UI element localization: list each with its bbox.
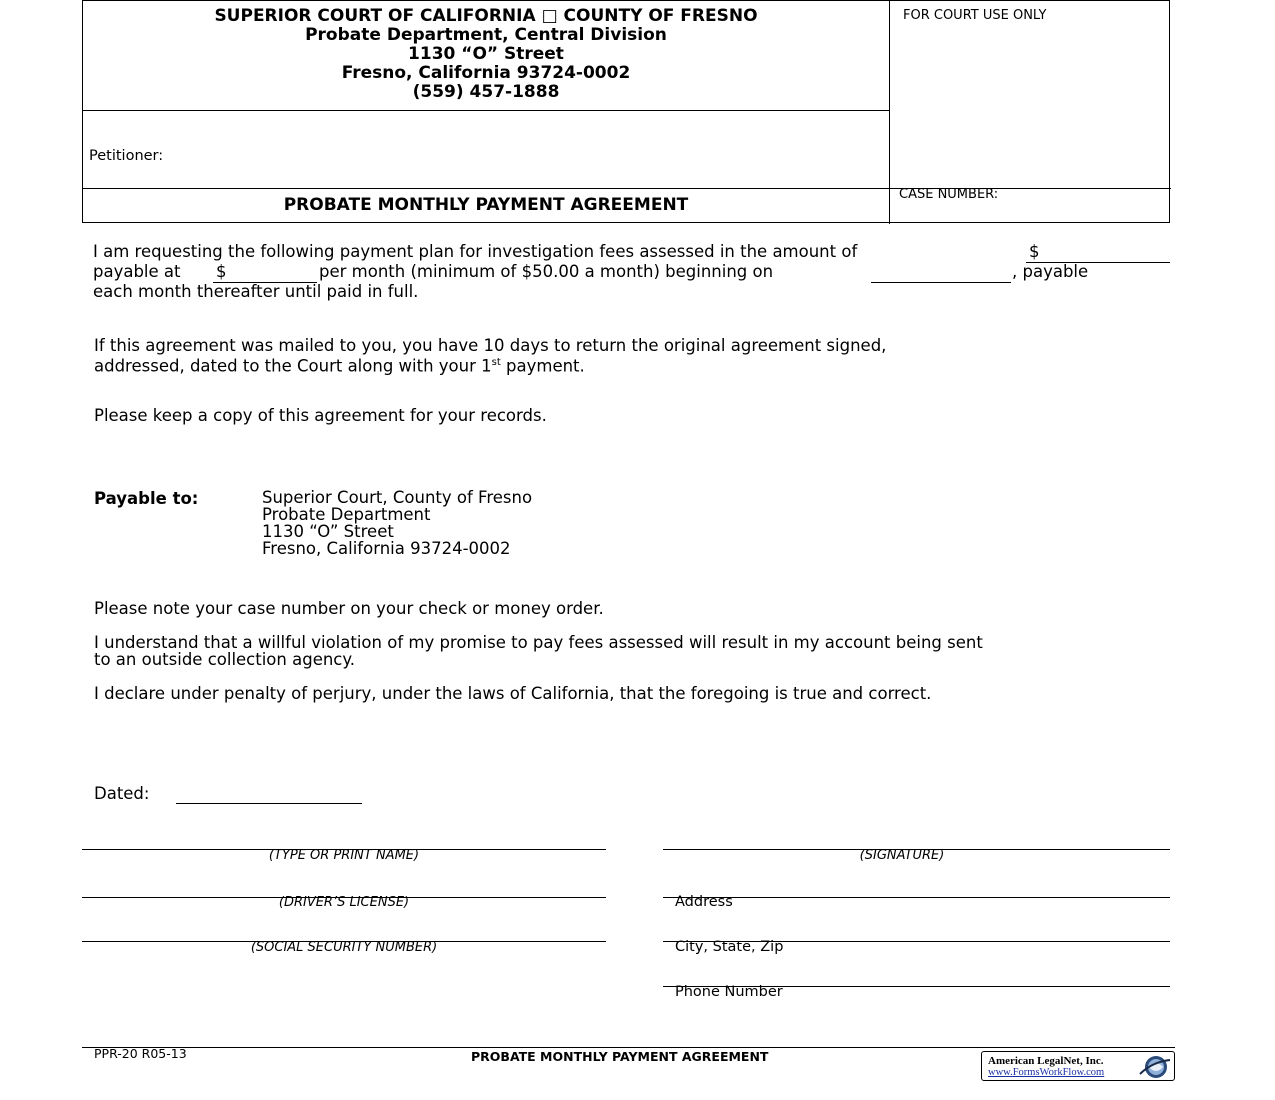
court-name-block (83, 7, 889, 102)
mailed-text: addressed, dated to the Court along with your 1st payment. (94, 356, 585, 376)
caption-rule (83, 188, 1171, 189)
request-text: , payable (1012, 262, 1089, 281)
case-number-field[interactable] (899, 201, 1159, 221)
city-state-zip-field[interactable] (663, 941, 1170, 942)
mailed-text: If this agreement was mailed to you, you have 10 days to return the original agreement signed, (94, 336, 887, 355)
payable-to-label: Payable to: (94, 489, 199, 508)
dated-field[interactable] (176, 803, 362, 804)
petitioner-field[interactable] (233, 131, 873, 171)
drivers-license-label: (DRIVER’S LICENSE) (278, 895, 410, 910)
request-text: payable at (93, 262, 181, 281)
ssn-label: (SOCIAL SECURITY NUMBER) (250, 940, 438, 955)
understand-text: I understand that a willful violation of my promise to pay fees assessed will result in my account being sent (94, 633, 983, 652)
understand-text: to an outside collection agency. (94, 650, 356, 669)
note-case-text: Please note your case number on your check or money order. (94, 599, 604, 618)
city-state-zip-label: City, State, Zip (675, 939, 784, 955)
court-line: SUPERIOR COURT OF CALIFORNIA □ COUNTY OF FRESNO (214, 6, 758, 26)
footer-rule (82, 1047, 1175, 1048)
dollar-sign: $ (216, 262, 227, 281)
address-field[interactable] (663, 897, 1170, 898)
form-code: PPR-20 R05-13 (94, 1046, 187, 1061)
caption-box (82, 0, 1170, 223)
caption-rule (83, 110, 889, 111)
caption-divider (889, 1, 890, 224)
address-line: Probate Department (262, 505, 431, 524)
dollar-sign: $ (1029, 242, 1040, 261)
petitioner-label: Petitioner: (89, 148, 164, 164)
logo-badge (981, 1051, 1175, 1081)
court-line: Fresno, California 93724-0002 (341, 63, 631, 83)
globe-icon (1138, 1054, 1172, 1080)
print-name-label: (TYPE OR PRINT NAME) (268, 848, 420, 863)
for-court-use-label: FOR COURT USE ONLY (903, 8, 1047, 23)
request-text: each month thereafter until paid in full. (93, 282, 419, 301)
logo-company: American LegalNet, Inc. (988, 1055, 1104, 1067)
case-number-label: CASE NUMBER: (899, 187, 999, 202)
address-line: Superior Court, County of Fresno (262, 488, 533, 507)
phone-label: Phone Number (675, 984, 783, 1000)
keep-copy-text: Please keep a copy of this agreement for your records. (94, 406, 547, 425)
payable-to-address (262, 489, 532, 557)
court-line: 1130 “O” Street (408, 44, 564, 64)
address-line: 1130 “O” Street (262, 522, 394, 541)
superscript: st (491, 357, 501, 368)
declare-text: I declare under penalty of perjury, under the laws of California, that the foregoing is true and correct. (94, 684, 932, 703)
court-line: (559) 457-1888 (412, 82, 560, 102)
address-line: Fresno, California 93724-0002 (262, 539, 511, 558)
dated-label: Dated: (94, 784, 150, 803)
request-text: per month (minimum of $50.00 a month) beginning on (319, 262, 774, 281)
signature-label: (SIGNATURE) (859, 848, 945, 863)
form-title: PROBATE MONTHLY PAYMENT AGREEMENT (283, 195, 689, 215)
court-line: Probate Department, Central Division (305, 25, 667, 45)
address-label: Address (675, 894, 733, 910)
footer-title: PROBATE MONTHLY PAYMENT AGREEMENT (471, 1049, 769, 1064)
phone-field[interactable] (663, 986, 1170, 987)
logo-url[interactable]: www.FormsWorkFlow.com (988, 1067, 1105, 1078)
request-text: I am requesting the following payment plan for investigation fees assessed in the amount of (93, 242, 858, 261)
start-date-field[interactable] (871, 282, 1011, 283)
